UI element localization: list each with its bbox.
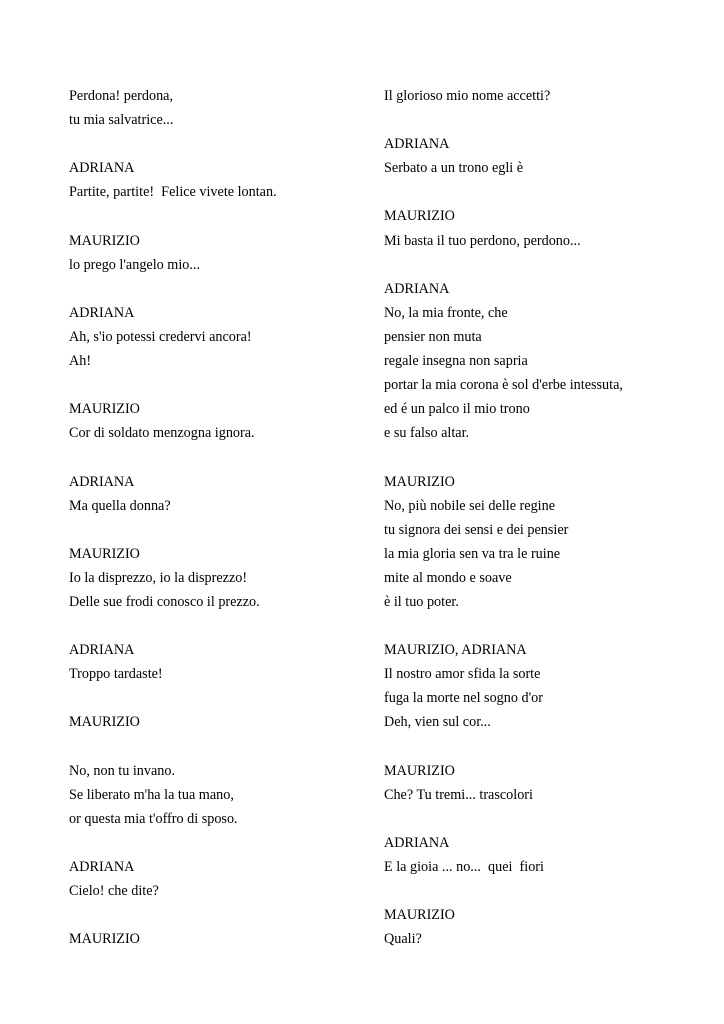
text-line: fuga la morte nel sogno d'or xyxy=(384,690,543,707)
text-line: ed é un palco il mio trono xyxy=(384,401,530,418)
text-line: e su falso altar. xyxy=(384,425,470,442)
text-line: Quali? xyxy=(384,931,422,948)
blank-line xyxy=(69,445,359,469)
text-line: tu signora dei sensi e dei pensier xyxy=(384,521,569,538)
text-line: ADRIANA xyxy=(69,859,135,875)
text-line: No, la mia fronte, che xyxy=(384,304,508,321)
text-line: Deh, vien sul cor... xyxy=(384,714,491,731)
text-line: MAURIZIO xyxy=(384,208,455,225)
text-line: ADRIANA xyxy=(69,304,135,321)
text-line: ADRIANA xyxy=(384,834,450,851)
text-line: Ma quella donna? xyxy=(69,497,171,514)
blank-line xyxy=(69,831,359,855)
text-line: Che? Tu tremi... trascolori xyxy=(384,786,533,803)
text-line: Cielo! che dite? xyxy=(69,883,159,900)
blank-line xyxy=(384,108,714,132)
text-line: MAURIZIO xyxy=(69,401,140,418)
text-line: MAURIZIO, ADRIANA xyxy=(384,642,527,659)
blank-line xyxy=(69,518,359,542)
text-line: ADRIANA xyxy=(69,642,135,659)
text-line: MAURIZIO xyxy=(69,931,140,948)
text-line: portar la mia corona è sol d'erbe intessuta, xyxy=(384,377,623,394)
text-line: No, più nobile sei delle regine xyxy=(384,497,555,514)
text-line: la mia gloria sen va tra le ruine xyxy=(384,545,561,562)
text-line: Delle sue frodi conosco il prezzo. xyxy=(69,593,260,610)
blank-line xyxy=(69,373,359,397)
right-column xyxy=(384,84,714,951)
text-line: pensier non muta xyxy=(384,328,482,345)
blank-line xyxy=(69,614,359,638)
text-line: MAURIZIO xyxy=(384,907,455,924)
text-line: Io la disprezzo, io la disprezzo! xyxy=(69,569,248,586)
text-line: Mi basta il tuo perdono, perdono... xyxy=(384,232,581,249)
blank-line xyxy=(69,735,359,759)
text-line: ADRIANA xyxy=(69,160,135,177)
text-line: lo prego l'angelo mio... xyxy=(69,256,201,273)
text-line: Serbato a un trono egli è xyxy=(384,160,524,177)
text-line: Se liberato m'ha la tua mano, xyxy=(69,786,234,803)
blank-line xyxy=(384,180,714,204)
text-line: regale insegna non sapria xyxy=(384,353,528,370)
text-line: Il nostro amor sfida la sorte xyxy=(384,666,541,683)
blank-line xyxy=(384,807,714,831)
text-line: MAURIZIO xyxy=(69,545,140,562)
blank-line xyxy=(384,735,714,759)
text-line: mite al mondo e soave xyxy=(384,569,512,586)
text-line: Il glorioso mio nome accetti? xyxy=(384,88,551,104)
text-line: è il tuo poter. xyxy=(384,593,459,610)
text-line: Perdona! perdona, xyxy=(69,88,174,104)
text-line: MAURIZIO xyxy=(69,232,140,249)
blank-line xyxy=(384,614,714,638)
blank-line xyxy=(384,253,714,277)
blank-line xyxy=(69,903,359,927)
text-line: ADRIANA xyxy=(69,473,135,490)
blank-line xyxy=(69,132,359,156)
text-line: Ah! xyxy=(69,353,92,370)
text-line: No, non tu invano. xyxy=(69,762,176,779)
left-column xyxy=(69,84,359,951)
blank-line xyxy=(69,277,359,301)
text-line: Cor di soldato menzogna ignora. xyxy=(69,425,255,442)
text-line: MAURIZIO xyxy=(69,714,140,731)
text-line: ADRIANA xyxy=(384,136,450,153)
text-line: E la gioia ... no... quei fiori xyxy=(384,859,544,875)
text-line: Troppo tardaste! xyxy=(69,666,163,683)
text-line: or questa mia t'offro di sposo. xyxy=(69,810,238,827)
blank-line xyxy=(384,879,714,903)
blank-line xyxy=(69,204,359,228)
text-line: tu mia salvatrice... xyxy=(69,112,174,129)
text-line: ADRIANA xyxy=(384,280,450,297)
text-line: Ah, s'io potessi credervi ancora! xyxy=(69,328,252,345)
blank-line xyxy=(384,445,714,469)
text-line: MAURIZIO xyxy=(384,762,455,779)
text-line: Partite, partite! Felice vivete lontan. xyxy=(69,184,277,201)
blank-line xyxy=(69,686,359,710)
text-line: MAURIZIO xyxy=(384,473,455,490)
